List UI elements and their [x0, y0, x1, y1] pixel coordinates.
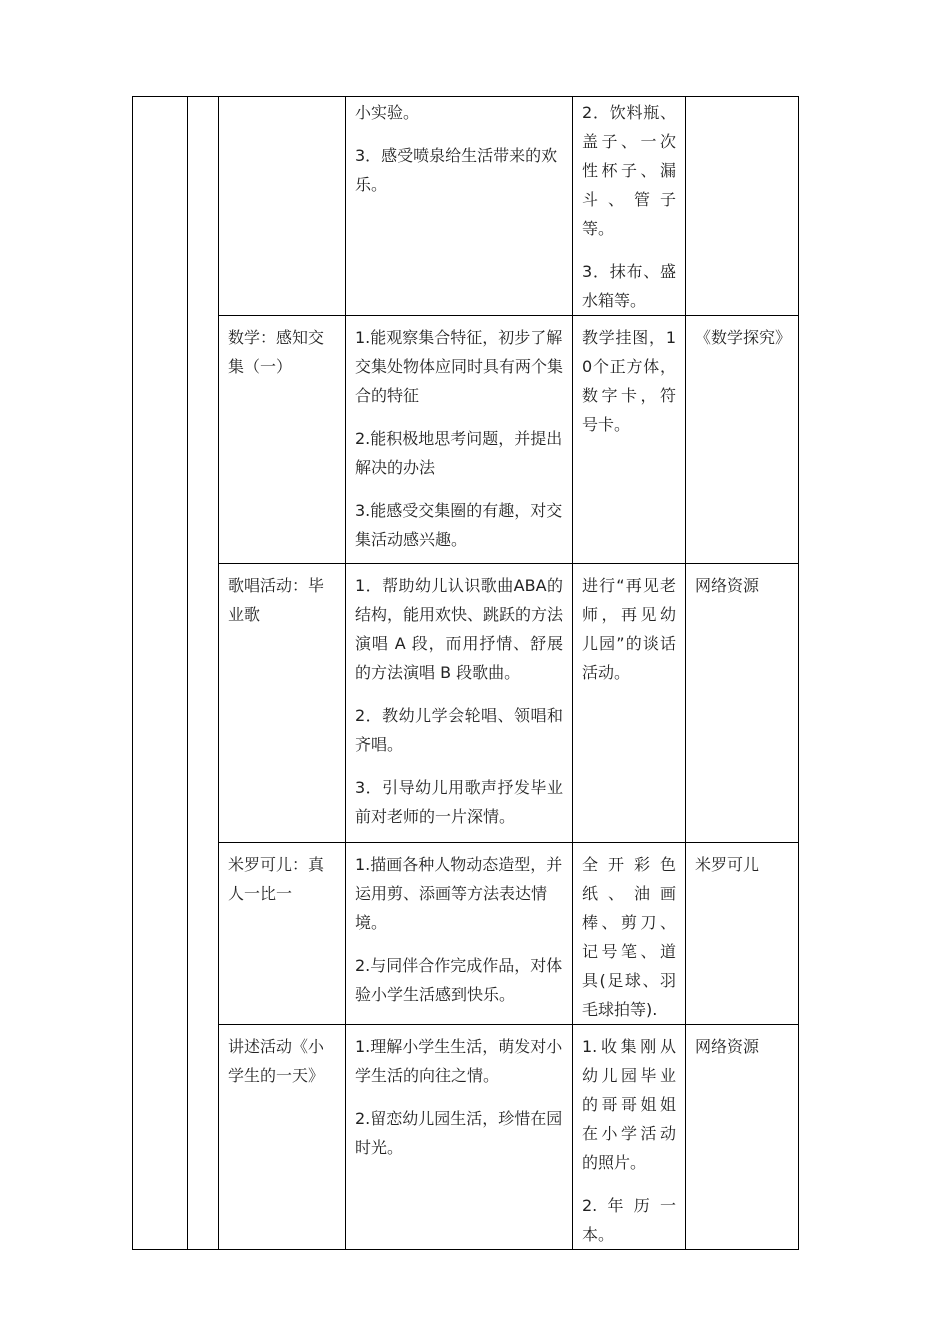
- prep-item: 进行“再见老师，再见幼儿园”的谈话活动。: [582, 576, 676, 682]
- prep-item: 教学挂图，10个正方体，数字卡，符号卡。: [582, 328, 676, 434]
- prep-cell: [573, 1025, 686, 1250]
- prep-item: 1.收集刚从幼儿园毕业的哥哥姐姐在小学活动的照片。: [582, 1037, 676, 1172]
- resource-cell: [686, 316, 799, 564]
- activity-cell: [219, 843, 346, 1025]
- merged-subcategory-cell: [188, 97, 219, 1250]
- activity-cell: [219, 97, 346, 316]
- prep-item: 2.年历一本。: [582, 1196, 676, 1244]
- activity-cell: [219, 1025, 346, 1250]
- prep-item: 2．饮料瓶、盖子、一次性杯子、漏斗、管子等。: [582, 103, 676, 238]
- resource-name: 《数学探究》: [695, 328, 792, 347]
- goal-item: 2.能积极地思考问题，并提出解决的办法: [355, 429, 563, 477]
- goals-cell: [346, 316, 573, 564]
- prep-cell: [573, 843, 686, 1025]
- prep-cell: [573, 316, 686, 564]
- goal-item: 1.理解小学生生活，萌发对小学生活的向往之情。: [355, 1037, 563, 1085]
- resource-name: 米罗可儿: [695, 855, 760, 874]
- resource-name: 网络资源: [695, 1037, 760, 1056]
- table-row: [133, 97, 799, 316]
- goal-item: 1.描画各种人物动态造型，并运用剪、添画等方法表达情境。: [355, 855, 563, 932]
- table-row: [133, 1025, 799, 1250]
- activity-name: 数学：感知交集（一）: [228, 328, 325, 376]
- activity-name: 讲述活动《小学生的一天》: [228, 1037, 325, 1085]
- activity-name: [219, 97, 345, 104]
- resource-cell: [686, 1025, 799, 1250]
- activity-cell: [219, 316, 346, 564]
- goals-cell: [346, 564, 573, 843]
- lesson-plan-table: [132, 96, 799, 1250]
- prep-item: 全开彩色纸、油画棒、剪刀、记号笔、道具(足球、羽毛球拍等).: [582, 855, 676, 1019]
- merged-category-cell: [133, 97, 188, 1250]
- resource-name: [686, 97, 798, 104]
- prep-cell: [573, 564, 686, 843]
- activity-name: 米罗可儿：真人一比一: [228, 855, 325, 903]
- resource-cell: [686, 843, 799, 1025]
- resource-name: 网络资源: [695, 576, 760, 595]
- prep-cell: [573, 97, 686, 316]
- goal-item: 1.能观察集合特征，初步了解交集处物体应同时具有两个集合的特征: [355, 328, 564, 405]
- table-row: [133, 564, 799, 843]
- goal-item: 3．引导幼儿用歌声抒发毕业前对老师的一片深情。: [355, 778, 563, 826]
- goal-item: 3.能感受交集圈的有趣，对交集活动感兴趣。: [355, 501, 563, 549]
- resource-cell: [686, 564, 799, 843]
- goal-item: 1．帮助幼儿认识歌曲ABA的结构，能用欢快、跳跃的方法演唱 A 段，而用抒情、舒展的方法演唱 B 段歌曲。: [355, 576, 564, 682]
- goal-item: 3．感受喷泉给生活带来的欢乐。: [355, 146, 558, 194]
- table-row: [133, 316, 799, 564]
- goals-cell: [346, 843, 573, 1025]
- goals-cell: [346, 1025, 573, 1250]
- activity-name: 歌唱活动：毕业歌: [228, 576, 325, 624]
- activity-cell: [219, 564, 346, 843]
- goal-item: 2.留恋幼儿园生活，珍惜在园时光。: [355, 1109, 563, 1157]
- goals-cell: [346, 97, 573, 316]
- resource-cell: [686, 97, 799, 316]
- prep-item: 3．抹布、盛水箱等。: [582, 262, 676, 310]
- goal-item: 2．教幼儿学会轮唱、领唱和齐唱。: [355, 706, 563, 754]
- goal-item: 2.与同伴合作完成作品，对体验小学生活感到快乐。: [355, 956, 563, 1004]
- table-row: [133, 843, 799, 1025]
- goal-item: 小实验。: [355, 103, 420, 122]
